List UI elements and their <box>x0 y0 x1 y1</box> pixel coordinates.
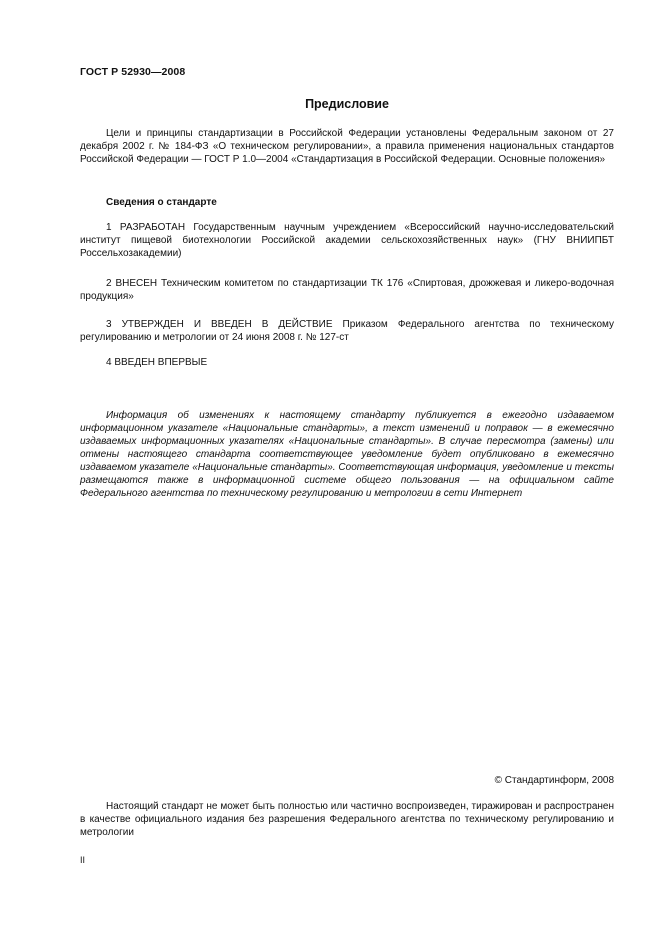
section-heading: Сведения о стандарте <box>106 197 217 208</box>
reproduction-notice: Настоящий стандарт не может быть полностью или частично воспроизведен, тиражирован и распространен в качестве официального издания без разрешения Федерального агентства по техническому регулированию и метрологии <box>80 801 614 838</box>
item-developed: 1 РАЗРАБОТАН Государственным научным учреждением «Всероссийский научно-исследовательский институт пищевой биотехнологии Российской академии сельскохозяйственных наук» (ГНУ ВНИИПБТ Россельхозакадемии) <box>80 222 614 259</box>
copyright-notice: © Стандартинформ, 2008 <box>494 775 614 786</box>
page-title: Предисловие <box>305 97 389 111</box>
item-submitted: 2 ВНЕСЕН Техническим комитетом по стандартизации ТК 176 «Спиртовая, дрожжевая и ликеро-водочная продукция» <box>80 278 614 302</box>
item-approved: 3 УТВЕРЖДЕН И ВВЕДЕН В ДЕЙСТВИЕ Приказом Федерального агентства по техническому регулированию и метрологии от 24 июня 2008 г. № 127-ст <box>80 319 614 343</box>
standard-number: ГОСТ Р 52930—2008 <box>80 66 186 78</box>
intro-paragraph: Цели и принципы стандартизации в Российской Федерации установлены Федеральным законом от 27 декабря 2002 г. № 184-ФЗ «О техническом регулировании», а правила применения национальных стандартов Российской Федерации — ГОСТ Р 1.0—2004 «Стандартизация в Российской Федерации. Основные положения» <box>80 128 614 165</box>
page-number: II <box>80 855 86 865</box>
info-notice: Информация об изменениях к настоящему стандарту публикуется в ежегодно издаваемом информационном указателе «Национальные стандарты», а текст изменений и поправок — в ежемесячно издаваемых информационных указателях «Национальные стандарты». В случае пересмотра (замены) или отмены настоящего стандарта соответствующее уведомление будет опубликовано в ежемесячно издаваемом указателе «Национальные стандарты». Соответствующая информация, уведомление и тексты размещаются также в информационной системе общего пользования — на официальном сайте Федерального агентства по техническому регулированию и метрологии в сети Интернет <box>80 410 614 499</box>
item-introduced: 4 ВВЕДЕН ВПЕРВЫЕ <box>106 357 208 368</box>
